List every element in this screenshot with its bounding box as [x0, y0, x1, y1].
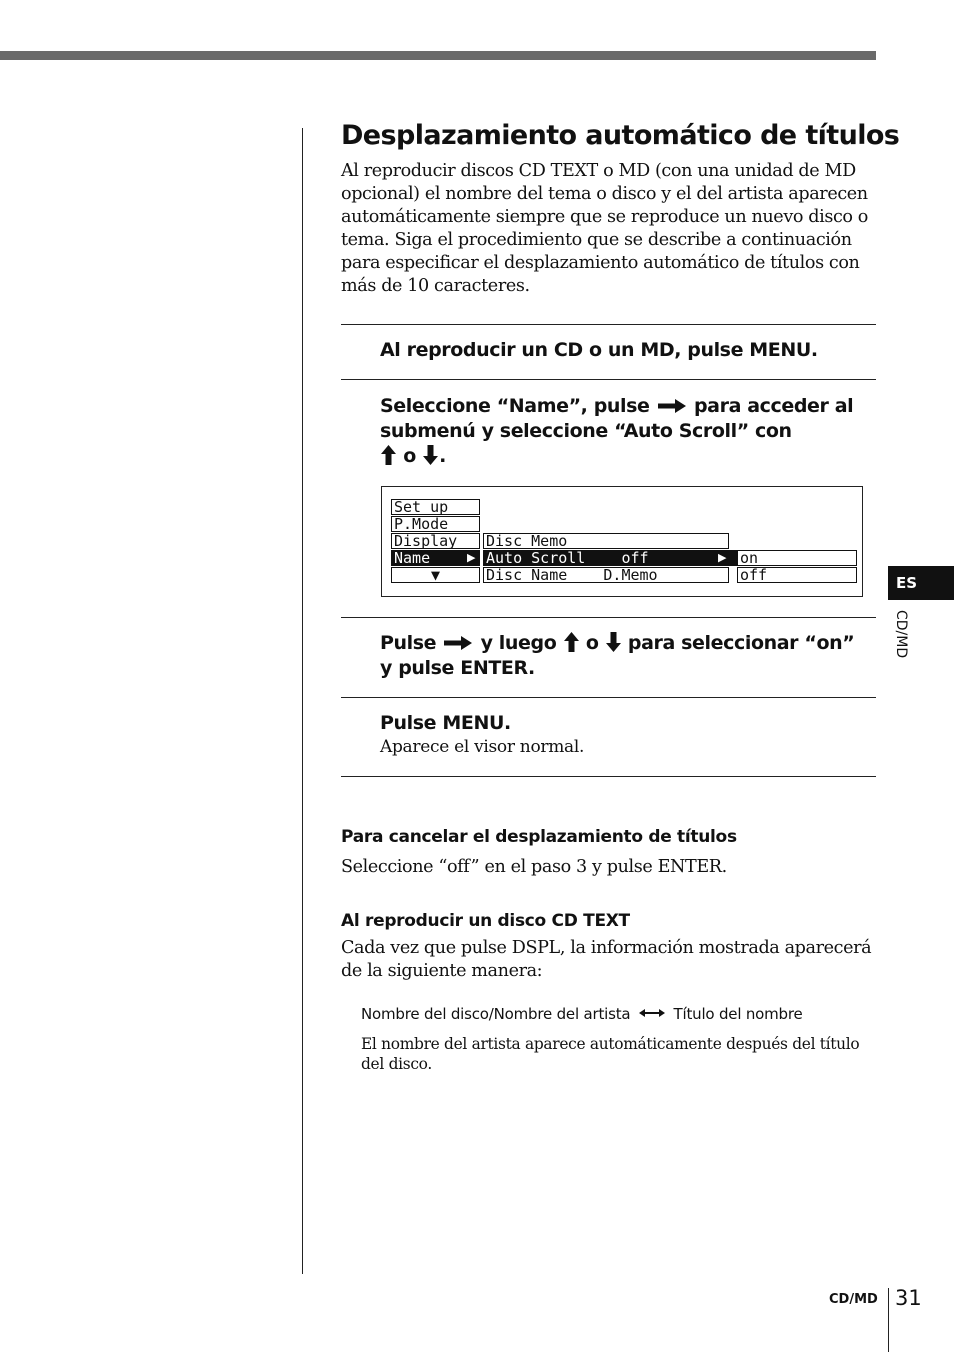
step-2-text-a: Seleccione “Name”, pulse	[380, 395, 650, 417]
step-2-text-b: para acceder al submenú y seleccione “Auto Scroll” con	[380, 395, 854, 442]
lcd-right-triangle-icon: ▶	[467, 551, 476, 564]
flow-left-label: Nombre del disco/Nombre del artista	[361, 1005, 631, 1023]
step-divider	[341, 324, 876, 325]
step-divider	[341, 697, 876, 698]
lcd-item-disc-name: Disc Name D.Memo	[483, 567, 729, 583]
cdtext-heading: Al reproducir un disco CD TEXT	[341, 911, 630, 931]
cancel-text: Seleccione “off” en el paso 3 y pulse ENTER.	[341, 857, 727, 877]
step-3-text-d: para seleccionar “on” y pulse ENTER.	[380, 632, 855, 679]
step-divider	[341, 617, 876, 618]
intro-paragraph: Al reproducir discos CD TEXT o MD (con una unidad de MD opcional) el nombre del tema o disco y el del artista aparecen automáticamente siempre que se reproduce un nuevo disco o tema. Siga el procedimiento que se describe a continuación para especificar el desplazamiento automático de títulos con más de 10 caracteres.	[341, 161, 868, 296]
cdtext-text: Cada vez que pulse DSPL, la información mostrada aparecerá de la siguiente manera:	[341, 938, 872, 981]
up-arrow-icon	[381, 445, 396, 465]
step-2-text-c: o	[403, 445, 416, 467]
right-arrow-icon	[444, 636, 472, 650]
lcd-item-disc-memo: Disc Memo	[483, 533, 729, 549]
double-arrow-icon	[639, 1008, 665, 1018]
step-2-text-d: .	[439, 445, 446, 467]
lcd-option-off: off	[737, 567, 857, 583]
step-3-text-b: y luego	[480, 632, 557, 654]
step-1: Al reproducir un CD o un MD, pulse MENU.	[380, 339, 818, 361]
lcd-item-display: Display	[391, 533, 480, 549]
lcd-option-on: on	[737, 550, 857, 566]
down-arrow-icon	[423, 445, 438, 465]
right-arrow-icon	[658, 399, 686, 413]
step-divider	[341, 776, 876, 777]
lcd-right-triangle-icon: ▶	[718, 551, 727, 564]
lcd-item-setup: Set up	[391, 499, 480, 515]
cdtext-note: El nombre del artista aparece automáticamente después del título del disco.	[361, 1035, 860, 1073]
step-3	[380, 631, 870, 681]
lcd-item-name: Name	[391, 550, 480, 566]
step-4-note: Aparece el visor normal.	[380, 737, 585, 757]
step-4: Pulse MENU.	[380, 712, 511, 734]
page-number: 31	[895, 1286, 922, 1310]
step-3-text-a: Pulse	[380, 632, 437, 654]
footer-rule	[888, 1288, 889, 1352]
display-sequence	[361, 1005, 803, 1023]
top-rule	[0, 51, 876, 60]
flow-right-label: Título del nombre	[673, 1005, 803, 1023]
page-title: Desplazamiento automático de títulos	[341, 120, 900, 151]
step-3-text-c: o	[585, 632, 599, 654]
lcd-item-auto-scroll: Auto Scroll off	[483, 550, 737, 566]
step-divider	[341, 379, 876, 380]
step-2	[380, 394, 870, 469]
down-arrow-icon	[606, 632, 621, 652]
up-arrow-icon	[564, 632, 579, 652]
section-side-label: CD/MD	[893, 610, 909, 659]
footer-section-label: CD/MD	[829, 1292, 878, 1307]
lcd-scroll-down: ▼	[391, 567, 480, 583]
lcd-menu-display	[381, 486, 863, 597]
language-tab: ES	[888, 566, 954, 600]
lcd-item-pmode: P.Mode	[391, 516, 480, 532]
column-divider	[302, 128, 303, 1274]
cancel-heading: Para cancelar el desplazamiento de títulos	[341, 827, 737, 847]
